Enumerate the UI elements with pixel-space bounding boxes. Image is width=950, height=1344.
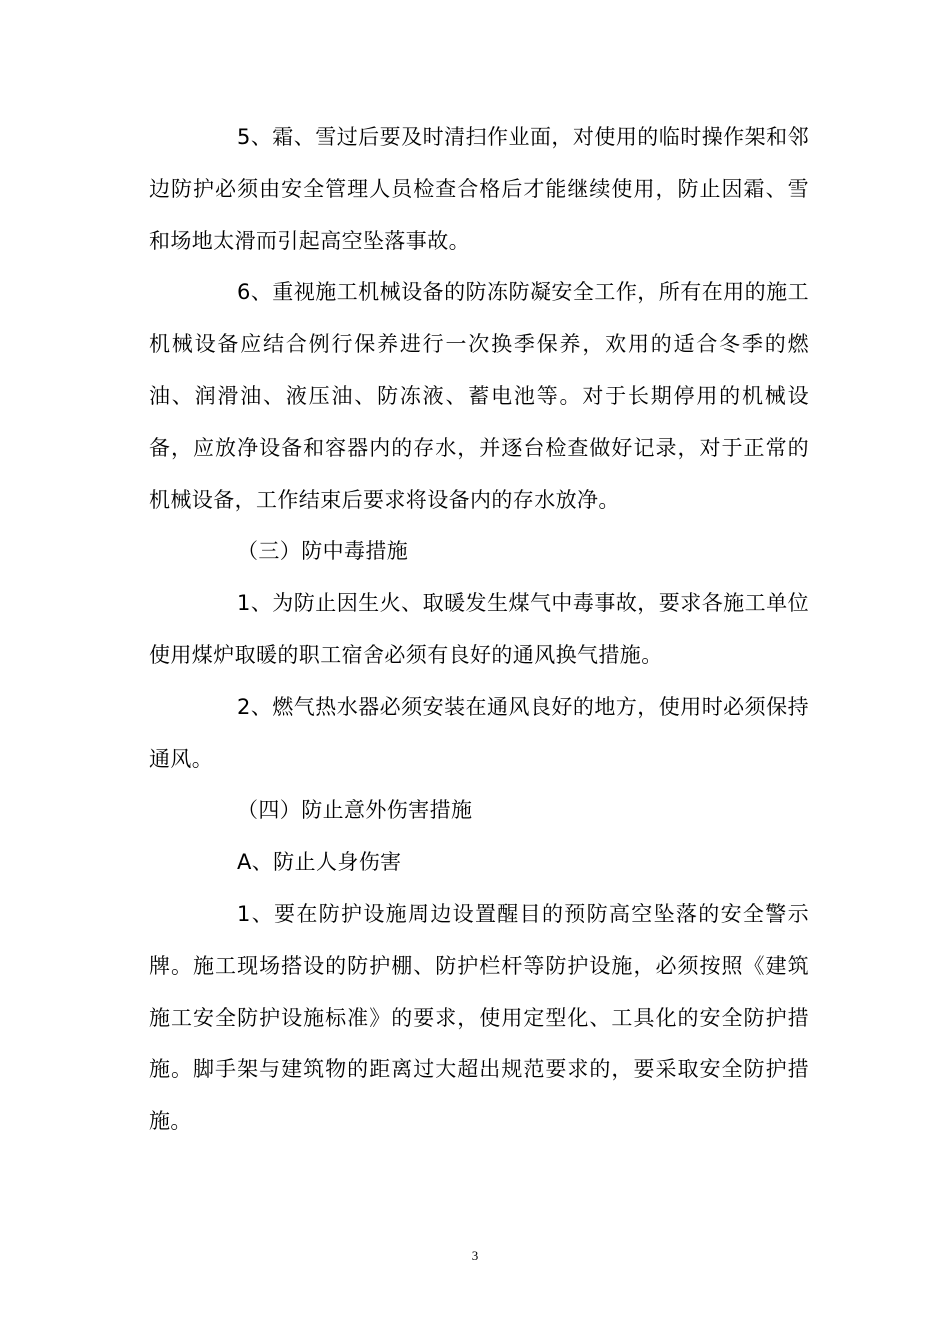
paragraph-gas-poisoning-prevention: 1、为防止因生火、取暖发生煤气中毒事故，要求各施工单位使用煤炉取暖的职工宿舍必须有良好的通风换气措施。 <box>149 591 809 667</box>
section-heading-accident-prevention: （四）防止意外伤害措施 <box>237 798 473 823</box>
document-body <box>149 112 809 1148</box>
paragraph-gas-water-heater: 2、燃气热水器必须安装在通风良好的地方，使用时必须保持通风。 <box>149 694 809 771</box>
subsection-heading-personal-injury: A、防止人身伤害 <box>237 850 402 875</box>
paragraph-frost-snow-cleanup: 5、霜、雪过后要及时清扫作业面，对使用的临时操作架和邻边防护必须由安全管理人员检查合格后才能继续使用，防止因霜、雪和场地太滑而引起高空坠落事故。 <box>149 125 809 253</box>
paragraph-machinery-antifreeze: 6、重视施工机械设备的防冻防凝安全工作，所有在用的施工机械设备应结合例行保养进行一次换季保养，欢用的适合冬季的燃油、润滑油、液压油、防冻液、蓄电池等。对于长期停用的机械设备，应放净设备和容器内的存水，并逐台检查做好记录，对于正常的机械设备，工作结束后要求将设备内的存水放净。 <box>149 280 809 512</box>
page-number: 3 <box>471 1248 479 1263</box>
section-heading-anti-poisoning: （三）防中毒措施 <box>237 539 409 564</box>
paragraph-fall-protection: 1、要在防护设施周边设置醒目的预防高空坠落的安全警示牌。施工现场搭设的防护棚、防护栏杆等防护设施，必须按照《建筑施工安全防护设施标准》的要求，使用定型化、工具化的安全防护措施。脚手架与建筑物的距离过大超出规范要求的，要采取安全防护措施。 <box>149 901 809 1134</box>
